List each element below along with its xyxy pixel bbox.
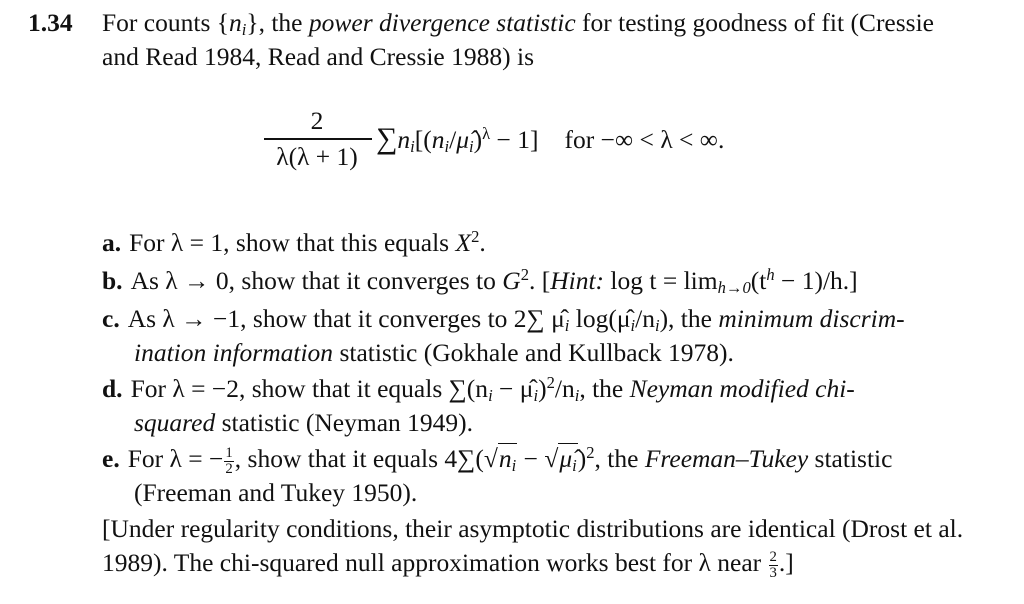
- text-span: For λ = −: [127, 444, 224, 473]
- term-squared: squared: [134, 408, 216, 437]
- note-line-2: [102, 546, 794, 580]
- var-mu-hat: μ̂: [559, 444, 573, 473]
- var-mu-hat: μ̂: [456, 125, 469, 154]
- fraction-denominator: λ(λ + 1): [276, 142, 358, 171]
- text-span: /: [449, 125, 457, 154]
- part-label: d.: [102, 374, 123, 403]
- text-span: , the: [594, 444, 645, 473]
- fraction-one-half: [224, 446, 233, 477]
- text-span: ): [538, 374, 547, 403]
- text-span: , show that it equals 4∑(√: [234, 444, 498, 473]
- sub-i: i: [444, 137, 450, 157]
- sub-i: i: [488, 386, 493, 406]
- sup-h: h: [766, 264, 775, 284]
- text-span: As λ → 0, show that it converges to: [130, 266, 503, 295]
- term-neyman-modified: Neyman modified chi-: [629, 374, 855, 403]
- sup-2: 2: [471, 226, 480, 246]
- part-c: [102, 302, 905, 336]
- text-span: . [: [528, 266, 551, 295]
- text-span: ), the: [659, 304, 719, 333]
- text-span: − 1)/h.]: [774, 266, 858, 295]
- var-n: n: [498, 444, 512, 473]
- sub-i: i: [564, 316, 570, 336]
- part-d: [102, 372, 855, 406]
- sub-i: i: [572, 456, 577, 476]
- hint-label: Hint:: [550, 266, 605, 295]
- text-span: (t: [750, 266, 767, 295]
- note-line-1: [Under regularity conditions, their asymptotic distributions are identical (Drost et al.: [102, 514, 964, 543]
- sum-symbol: ∑: [376, 122, 398, 155]
- fraction-two-thirds: [769, 550, 778, 581]
- power-lambda: λ: [482, 123, 491, 143]
- sub-i: i: [533, 386, 539, 406]
- term-minimum-discrimination: minimum discrim-: [718, 304, 905, 333]
- text-span: statistic: [808, 444, 893, 473]
- text-span: As λ → −1, show that it converges to 2∑ μ̂: [127, 304, 565, 333]
- exercise-number: 1.34: [28, 8, 73, 37]
- frac-numerator: 2: [769, 548, 777, 565]
- text-span: For counts {: [102, 8, 229, 37]
- part-a: [102, 226, 486, 260]
- sub-i: i: [511, 456, 517, 476]
- part-label: a.: [102, 228, 122, 257]
- text-span: log(μ̂: [569, 304, 631, 333]
- text-span: }, the: [246, 8, 309, 37]
- text-span: For λ = 1, show that this equals: [129, 228, 456, 257]
- sub-i: i: [410, 137, 415, 157]
- text-span: .]: [778, 548, 794, 577]
- sub-i: i: [469, 137, 474, 157]
- term-power-divergence: power divergence statistic: [308, 8, 576, 37]
- text-span: − μ̂: [492, 374, 534, 403]
- text-span: , the: [579, 374, 630, 403]
- formula-condition: for −∞ < λ < ∞.: [564, 125, 725, 154]
- text-span: 1989). The chi-squared null approximation works best for λ near: [102, 548, 768, 577]
- sub-i: i: [630, 316, 636, 336]
- text-span: log t = lim: [604, 266, 718, 295]
- var-n: n: [397, 125, 411, 154]
- text-span: statistic (Neyman 1949).: [215, 408, 474, 437]
- frac-denominator: 2: [225, 460, 233, 477]
- text-span: for testing goodness of fit (Cressie: [575, 8, 934, 37]
- text-span: [(: [414, 125, 432, 154]
- sub-i: i: [241, 20, 247, 40]
- sup-2: 2: [520, 264, 529, 284]
- part-d-continued: [134, 406, 473, 440]
- statement-line-2: and Read 1984, Read and Cressie 1988) is: [102, 42, 534, 71]
- var-X: X: [455, 228, 472, 257]
- var-n: n: [229, 8, 242, 37]
- sub-i: i: [654, 316, 660, 336]
- text-span: .: [479, 228, 486, 257]
- var-G: G: [502, 266, 521, 295]
- term-freeman-tukey: Freeman–Tukey: [644, 444, 809, 473]
- var-n: n: [431, 125, 445, 154]
- fraction-numerator: 2: [310, 106, 324, 135]
- text-span: /n: [554, 374, 575, 403]
- frac-numerator: 1: [225, 444, 233, 461]
- part-label: e.: [102, 444, 120, 473]
- statement-line-1: [102, 6, 1002, 40]
- text-span: statistic (Gokhale and Kullback 1978).: [333, 338, 734, 367]
- sub-limit: h→0: [717, 278, 751, 298]
- sqrt-n: [498, 443, 517, 476]
- text-span: − √: [517, 444, 559, 473]
- part-e-continued: (Freeman and Tukey 1950).: [134, 478, 418, 507]
- text-span: − 1]: [490, 125, 539, 154]
- part-label: c.: [102, 304, 120, 333]
- term-information: ination information: [134, 338, 334, 367]
- sup-2: 2: [546, 372, 555, 392]
- formula-body: [376, 122, 724, 157]
- text-span: /n: [635, 304, 655, 333]
- sqrt-mu: [558, 443, 577, 476]
- exercise-statement: [102, 6, 1002, 74]
- part-label: b.: [102, 266, 123, 295]
- part-c-continued: [134, 336, 734, 370]
- part-b: [102, 264, 858, 298]
- text-span: ): [473, 125, 483, 154]
- sub-i: i: [574, 386, 580, 406]
- part-e: [102, 442, 892, 476]
- text-span: ): [577, 444, 587, 473]
- frac-denominator: 3: [769, 564, 777, 581]
- sup-2: 2: [586, 442, 595, 462]
- text-span: For λ = −2, show that it equals ∑(n: [130, 374, 489, 403]
